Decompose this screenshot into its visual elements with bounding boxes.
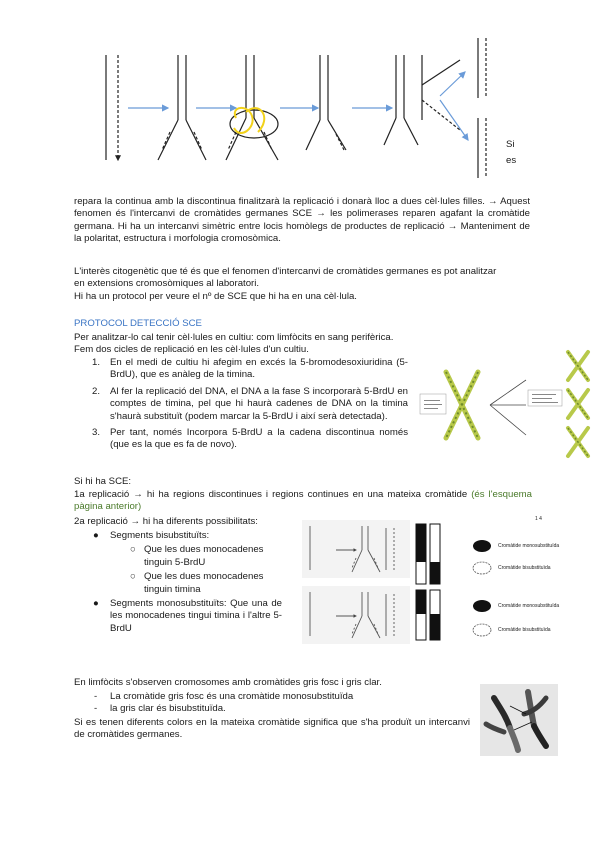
stage-5 (384, 55, 460, 145)
sce-possibilities (93, 530, 282, 635)
monosub-item (93, 598, 282, 635)
final-conclusion: Si es tenen diferents colors en la mateixa cromàtide significa que s'ha produït un intercanvi de cromàtides germanes. (74, 717, 470, 741)
stage-1 (106, 55, 118, 160)
exchange-highlight (234, 108, 264, 133)
bisub-option-1-text: Que les dues monocadenes tinguin 5-BrdU (144, 544, 264, 568)
final-intro: En limfòcits s'observen cromosomes amb cromàtides gris fosc i gris clar. (74, 677, 382, 688)
sce-first-replication-note: (és l'esquema pàgina anterior) (74, 489, 532, 513)
paragraph-interest-line2: en extensions cromosòmiques al laboratori. (74, 278, 260, 290)
protocol-intro-1: Per analitzar-lo cal tenir cèl·lules en cultiu: com limfòcits en sang perifèrica. (74, 332, 394, 343)
protocol-intro (74, 332, 434, 357)
paragraph-interest-line1: L'interès citogenètic que té és que el fenomen d'intercanvi de cromàtides germanes es pot analitzar (74, 266, 497, 277)
protocol-step-1 (92, 357, 408, 382)
step-number: 2. (92, 385, 101, 397)
protocol-steps (92, 357, 408, 452)
page-mark: 1 4 (535, 516, 542, 522)
protocol-heading: PROTOCOL DETECCIÓ SCE (74, 318, 202, 329)
bullet-icon: ● (93, 530, 99, 541)
side-text-si: Si (506, 139, 515, 150)
step-number: 3. (92, 427, 101, 439)
final-item-1 (94, 691, 354, 703)
legend-bi-1: Cromàtide bisubstituïda (498, 565, 551, 571)
legend-mono-2: Cromàtide monosubstituïda (498, 603, 560, 609)
paragraph-sce-definition: repara la continua amb la discontinua finalitzarà la replicació i donarà lloc a dues cèl·lules filles. → Aquest fenomen és l'intercanvi de cromàtides germanes SCE → les polimerases reparen agafant la cromàtide germana. Hi ha un intercanvi simètric entre locis homòlegs de productes de replicació → Manteniment de la polaritat, estructura i morfologia cromosòmica. (74, 196, 530, 245)
bisub-label: Segments bisubstituïts: (110, 530, 210, 541)
legend-mono-1: Cromàtide monosubstituïda (498, 543, 560, 549)
step-text: Per tant, només Incorpora 5-BrdU a la cadena discontinua només (que es la que es fa de novo). (110, 427, 408, 451)
sce-first-replication-text: 1a replicació → hi ha regions discontinues i regions continues en una mateixa cromàtide (74, 489, 472, 500)
side-text-es: es (506, 155, 517, 166)
bisub-option-2-text: Que les dues monocadenes tinguin timina (144, 571, 264, 595)
final-items (94, 691, 354, 716)
second-replication-svg (296, 510, 596, 648)
sce-second-replication: 2a replicació → hi ha diferents possibilitats: (74, 516, 258, 527)
bisub-item (93, 530, 282, 542)
paragraph-interest (74, 266, 534, 303)
dash-bullet: - (94, 691, 98, 702)
stage-6 (478, 38, 486, 178)
step-text: Al fer la replicació del DNA, el DNA a la fase S incorporarà 5-BrdU en comptes de timina, pel que hi haurà cadenes de DNA on la timina s'haurà substituït (podem marcar la 5-BrdU i així serà detectada). (110, 385, 408, 422)
circle-bullet-icon: ○ (130, 571, 136, 583)
bisub-option-1 (130, 544, 282, 569)
step-text: En el medi de cultiu hi afegim en excés la 5-bromodesoxiuridina (5-BrdU), que es anàleg de la timina. (110, 357, 408, 381)
circle-bullet-icon: ○ (130, 544, 136, 556)
chromosome-illustration-svg (418, 350, 598, 460)
protocol-step-3 (92, 427, 408, 452)
protocol-step-2 (92, 385, 408, 423)
stage-4 (306, 55, 346, 150)
final-item-1-text: La cromàtide gris fosc és una cromàtide monosubstituïda (110, 691, 354, 702)
legend-bi-2: Cromàtide bisubstituïda (498, 627, 551, 633)
monosub-text: Segments monosubstituïts: Que una de les monocadenes tingui timina i l'altre 5-BrdU (110, 598, 282, 634)
chromosome-micrograph-svg (480, 684, 558, 756)
paragraph-interest-line3: Hi ha un protocol per veure el nº de SCE que hi ha en una cèl·lula. (74, 290, 357, 302)
bullet-icon: ● (93, 598, 99, 610)
final-item-2-text: la gris clar és bisubstituïda. (110, 703, 226, 715)
final-item-2 (94, 703, 353, 715)
step-number: 1. (92, 357, 101, 368)
dash-bullet: - (94, 703, 98, 715)
bisub-option-2 (130, 571, 282, 596)
sce-intro: Si hi ha SCE: (74, 476, 132, 487)
protocol-intro-2: Fem dos cicles de replicació en les cèl·lules d'un cultiu. (74, 344, 309, 356)
